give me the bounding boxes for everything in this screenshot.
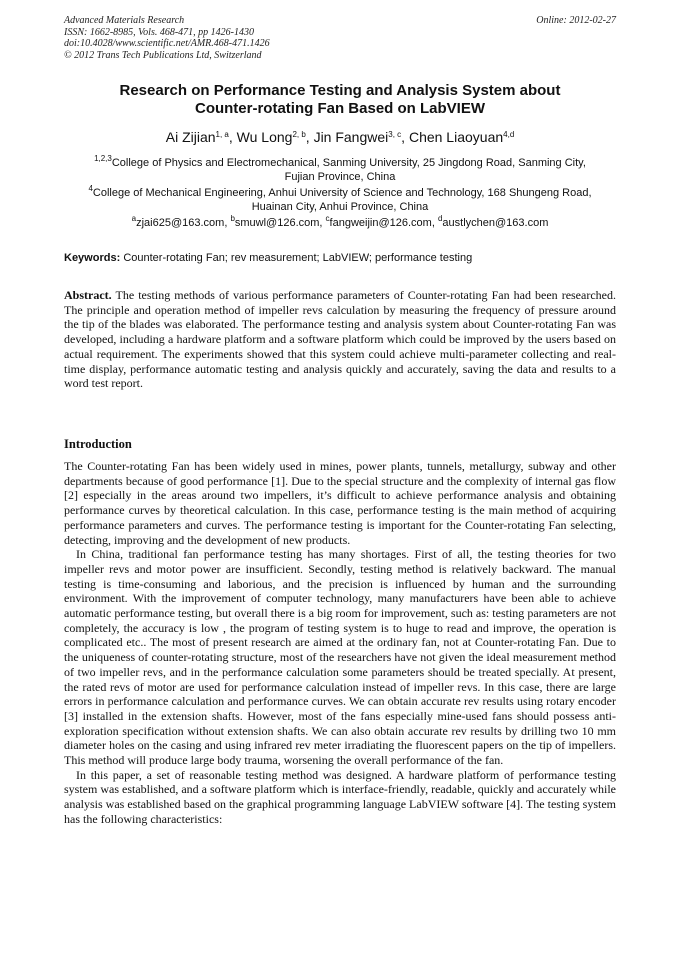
title-line-1: Research on Performance Testing and Analysis System about [119,82,561,99]
email-address[interactable]: zjai625@163.com [136,217,225,229]
title-line-2: Counter-rotating Fan Based on LabVIEW [194,100,485,117]
journal-header [64,15,616,61]
affiliation-mark: 4 [88,184,93,193]
author-name: Chen Liaoyuan [408,129,504,145]
online-date: Online: 2012-02-27 [536,15,616,26]
affiliation-line: Huainan City, Anhui Province, China [251,201,429,213]
issn-line: ISSN: 1662-8985, Vols. 468-471, pp 1426-1430 [64,26,254,38]
affiliation-line: Fujian Province, China [284,171,396,183]
paragraph: In this paper, a set of reasonable testing method was designed. A hardware platform of performance testing system was established, and a software platform which is interface-friendly, readable, quickly and accurately while analysis was established based on the graphical programming language LabVIEW software [4]. The testing system has the following characteristics: [64,767,617,826]
author-list: Ai Zijian$^{1, a}$, Wu Long$^{2, b}$, Jin Fangwei$^{3, c}$, Chen Liaoyuan$^{4,d}$ [165,129,515,145]
keywords-label: Keywords: [64,252,121,264]
introduction-body [64,459,616,827]
email-mark: c [325,214,330,223]
copyright-line: © 2012 Trans Tech Publications Ltd, Switzerland [64,49,262,61]
journal-name: Advanced Materials Research [64,15,185,26]
author-name: Jin Fangwei [313,129,389,145]
author-name: Wu Long [236,129,293,145]
paragraph: In China, traditional fan performance testing has many shortages. First of all, the testing theories for two impeller revs and motor power are insufficient. Secondly, testing method is relatively backward. The manual testing is time-consuming and laborious, and the precision is influenced by human and the surrounding environment. With the improvement of computer technology, many manufacturers have been able to achieve automatic performance testing, but overall there is a big room for improvement, such as: testing parameters are not completely, the accuracy is low , the program of testing system is to huge to read and improve, the operation is complicated etc.. The most of present research are aimed at the ordinary fan, not at Counter-rotating Fan. Due to the uniqueness of counter-rotating structure, most of the researchers have not given the ideal measurement method of two impeller revs, and in the performance calculation some parameters should be treated specially. At present, the rated revs of motor are used for performance calculation instead of impeller revs. In this case, there are large errors in performance calculation and performance curves. We can obtain accurate rev results using rotary encoder [3] installed in the extension shafts. However, most of the fans especially mine-used fans should possess anti-exploration specification without extension shafts. We can also obtain accurate rev results by drilling two 10 mm diameter holes on the casing and using infrared rev meter irradiating the fluorescent papers on the tip of impellers. This method will produce large body trauma, worsening the overall performance of the fan. [64,547,616,768]
abstract-label: Abstract. [64,288,112,302]
abstract-text: The testing methods of various performance parameters of Counter-rotating Fan had been researched. The principle and operation method of impeller revs calculation by measuring the frequency of pressure around the tip of the blades was elaborated. The performance testing and analysis system about Counter-rotating Fan was developed, including a hardware platform and a software platform which could be improved by the users based on actual requirement. The experiments showed that this system could achieve multi-parameter collecting and real-time display, performance automatic testing and analysis quickly and accurately, saving the data and results to a word test report. [64,288,616,391]
paragraph: The Counter-rotating Fan has been widely used in mines, power plants, tunnels, metallurgy, subway and other departments because of good performance [1]. Due to the special structure and the complexity of internal gas flow [2] especially in the areas around two impellers, it’s difficult to achieve performance analysis and obtaining performance curves by theoretical calculation. In this case, performance testing is the main method of acquiring performance parameters and curves. The performance testing is important for the Counter-rotating Fan selecting, detecting, improving and the development of new products. [64,459,616,547]
section-heading-introduction: Introduction [64,437,132,451]
keywords [64,251,616,265]
affiliation-line: College of Physics and Electromechanical, Sanming University, 25 Jingdong Road, Sanming City, [111,157,586,169]
email-mark: b [230,214,235,223]
author-affiliation-mark: 3, c [388,130,402,139]
affiliation-mark: 1,2,3 [94,154,112,163]
email-address[interactable]: fangweijin@126.com [329,217,432,229]
affiliation-1 [64,156,616,184]
email-address[interactable]: austlychen@163.com [442,217,549,229]
affiliation-line: College of Mechanical Engineering, Anhui University of Science and Technology, 168 Shungeng Road, [92,187,592,199]
author-name: Ai Zijian [165,129,216,145]
paper-title [64,82,616,118]
doi-line: doi:10.4028/www.scientific.net/AMR.468-471.1426 [64,38,270,49]
keywords-text: Counter-rotating Fan; rev measurement; LabVIEW; performance testing [123,252,473,264]
author-affiliation-mark: 1, a [215,130,229,139]
author-affiliation-mark: 2, b [292,130,306,139]
affiliation-2 [64,186,616,214]
email-mark: d [437,214,443,223]
email-mark: a [131,214,137,223]
abstract [64,288,616,391]
email-address[interactable]: smuwl@126.com [234,217,320,229]
author-affiliation-mark: 4,d [503,130,515,139]
email-list: $^a$zjai625@163.com, $^b$smuwl@126.com, $^c$fangweijin@126.com, $^d$austlychen@163.com [131,214,549,229]
